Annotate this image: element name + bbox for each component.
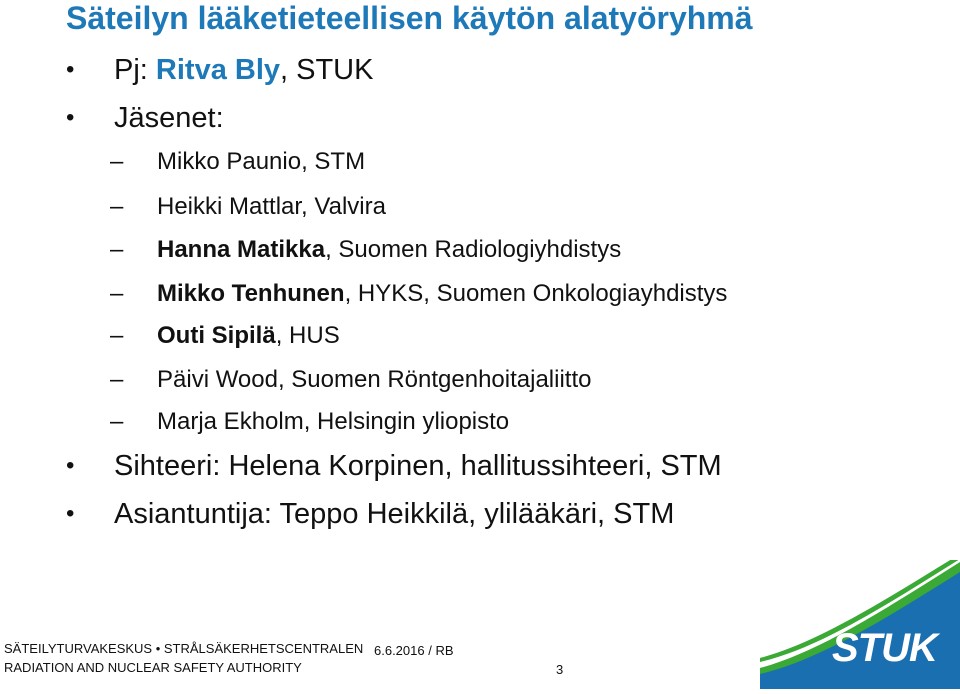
member-name: Hanna Matikka [157,236,326,263]
member-name: Mikko Tenhunen [157,280,345,307]
dash-icon: – [110,280,124,307]
bullet-icon: • [66,56,75,83]
footer-date: 6.6.2016 / RB [374,643,454,658]
chair-line [66,54,373,87]
member-affiliation: , Helsingin yliopisto [303,408,510,435]
member-affiliation: , HYKS, Suomen Onkologiayhdistys [344,280,728,307]
member-affiliation: , Suomen Röntgenhoitajaliitto [277,366,592,393]
member-item [110,193,386,221]
dash-icon: – [110,408,124,435]
member-name: Päivi Wood [157,366,278,393]
member-item [110,280,727,308]
chair-prefix: Pj: [114,54,156,86]
chair-rest: , STUK [280,54,374,86]
footer-org-line2: RADIATION AND NUCLEAR SAFETY AUTHORITY [4,660,302,675]
member-affiliation: , HUS [275,322,340,349]
dash-icon: – [110,236,124,263]
dash-icon: – [110,148,124,175]
expert-line [66,498,674,531]
members-label: Jäsenet: [114,102,224,134]
member-affiliation: , Suomen Radiologiyhdistys [325,236,622,263]
stuk-logo-text: STUK [832,626,937,670]
member-affiliation: , Valvira [301,193,386,220]
member-name: Heikki Mattlar [157,193,302,220]
members-label-line [66,102,224,135]
member-item [110,236,621,264]
member-name: Marja Ekholm [157,408,304,435]
dash-icon: – [110,366,124,393]
member-item [110,408,509,436]
chair-name: Ritva Bly [155,54,281,86]
slide-title: Säteilyn lääketieteellisen käytön alatyöryhmä [66,0,753,36]
member-item [110,148,365,176]
expert-text: Asiantuntija: Teppo Heikkilä, ylilääkäri, STM [114,498,675,530]
secretary-line [66,450,722,483]
bullet-icon: • [66,500,75,527]
secretary-text: Sihteeri: Helena Korpinen, hallitussihteeri, STM [114,450,722,482]
member-item [110,366,592,394]
dash-icon: – [110,193,124,220]
page-number: 3 [556,662,564,677]
footer-org-line1: SÄTEILYTURVAKESKUS • STRÅLSÄKERHETSCENTRALEN [4,641,364,656]
bullet-icon: • [66,452,75,479]
member-affiliation: , STM [301,148,366,175]
dash-icon: – [110,322,124,349]
member-name: Mikko Paunio [157,148,302,175]
member-name: Outi Sipilä [157,322,276,349]
member-item [110,322,340,350]
bullet-icon: • [66,104,75,131]
